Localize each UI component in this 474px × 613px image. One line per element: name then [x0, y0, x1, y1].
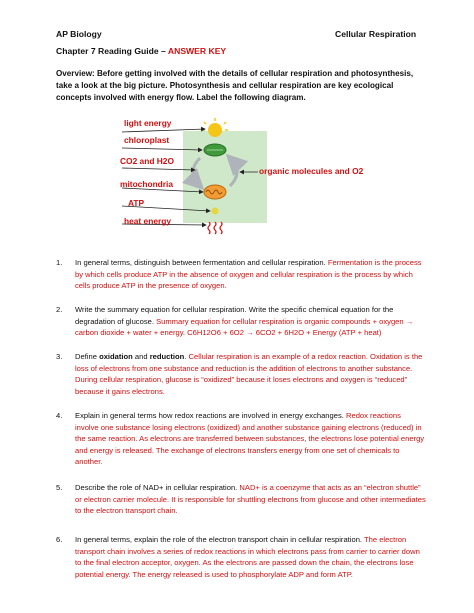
label-light-energy: light energy [124, 118, 172, 128]
question-number: 2. [56, 305, 63, 314]
question-prompt-post: . [184, 352, 189, 361]
question-6 [56, 534, 426, 580]
question-prompt: Describe the role of NAD+ in cellular respiration. [75, 483, 240, 492]
atp-icon [212, 208, 219, 215]
subtitle-prefix: Chapter 7 Reading Guide – [56, 46, 168, 56]
question-4 [56, 410, 426, 468]
question-number: 5. [56, 483, 63, 492]
label-heat-energy: heat energy [124, 216, 172, 226]
question-answer: Fermentation is the process by which cells produce ATP in the absence of oxygen and cellular respiration is the process by which cells produce ATP in the presence of oxygen. [75, 258, 422, 291]
cell-background [183, 131, 267, 223]
label-co2-h2o: CO2 and H2O [120, 156, 174, 166]
label-organic-molecules: organic molecules and O2 [259, 166, 364, 176]
label-mitochondria: mitochondria [120, 179, 174, 189]
answer-key-label: ANSWER KEY [167, 46, 227, 56]
question-5 [56, 482, 426, 517]
term-oxidation: oxidation [99, 352, 133, 361]
question-number: 4. [56, 411, 63, 420]
question-prompt: Write the summary equation for cellular respiration. Write the specific chemical equation for the degradation of glucose. [75, 305, 394, 326]
question-answer: Redox reactions involve one substance losing electrons (oxidized) and another substance gaining electrons (reduced) in the same reaction. As electrons are transferred between substances, the electrons lose potential energy and energy is released. The exchange of electrons transfers energy from one set of chemicals to another. [75, 411, 425, 467]
course-title: AP Biology [56, 29, 102, 39]
question-prompt: In general terms, explain the role of the electron transport chain in cellular respiration. [75, 535, 364, 544]
question-2 [56, 304, 426, 339]
question-answer: NAD+ is a coenzyme that acts as an “electron shuttle” or electron carrier molecule. It is responsible for shuttling electrons from glucose and other intermediates to the electron transport chain. [75, 483, 426, 516]
question-number: 1. [56, 258, 63, 267]
mitochondrion-icon [204, 185, 226, 199]
chloroplast-icon [204, 144, 226, 156]
topic-title: Cellular Respiration [335, 29, 417, 39]
question-number: 6. [56, 535, 63, 544]
term-reduction: reduction [149, 352, 185, 361]
heat-icon [208, 222, 222, 234]
question-prompt-mid: and [132, 352, 150, 361]
question-prompt-pre: Define [75, 352, 100, 361]
label-atp: ATP [128, 198, 145, 208]
question-prompt: In general terms, distinguish between fermentation and cellular respiration. [75, 258, 328, 267]
question-prompt: Explain in general terms how redox reactions are involved in energy exchanges. [75, 411, 346, 420]
question-3 [56, 351, 426, 397]
label-chloroplast: chloroplast [124, 135, 170, 145]
question-answer: Summary equation for cellular respiration is organic compounds + oxygen → carbon dioxide + water + energy. C6H12O6 + 6O2 → 6CO2 + 6H2O + Energy (ATP + heat) [75, 316, 414, 338]
question-answer: The electron transport chain involves a series of redox reactions in which electrons pass from carrier to carrier down to the final electron acceptor, oxygen. As the electrons are passed down the chain, the electrons lose potential energy. The energy released is used to phosphorylate ADP and form ATP. [75, 535, 420, 579]
question-answer: Cellular respiration is an example of a redox reaction. Oxidation is the loss of electrons from one substance and reduction is the addition of electrons to another substance. During cellular respiration, glucose is “oxidized” because it loses electrons and oxygen is “reduced” because it gains electrons. [75, 352, 423, 396]
question-number: 3. [56, 352, 63, 361]
question-1 [56, 257, 426, 292]
overview-paragraph: Overview: Before getting involved with the details of cellular respiration and photosynthesis, take a look at the big picture. Photosynthesis and cellular respiration are key ecological concepts involved with energy flow. Label the following diagram. [56, 69, 414, 103]
